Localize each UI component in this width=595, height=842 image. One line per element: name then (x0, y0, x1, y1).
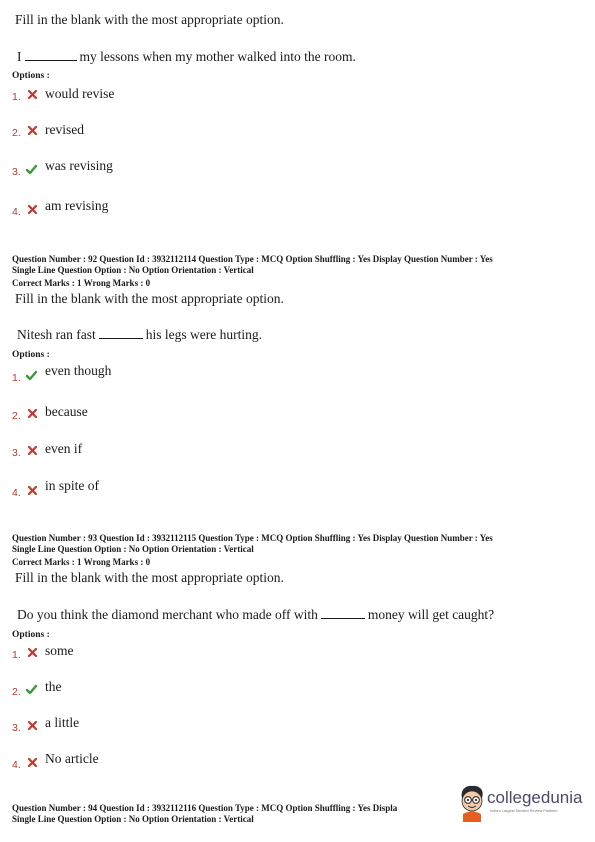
option-text: was revising (45, 158, 113, 173)
q93-marks: Correct Marks : 1 Wrong Marks : 0 (12, 557, 151, 567)
option-number: 1. (12, 649, 21, 661)
q93-sentence (17, 606, 494, 623)
option-text: am revising (45, 198, 109, 213)
q93-meta-line1: Question Number : 93 Question Id : 3932112115 Question Type : MCQ Option Shuffling : Yes Display Question Number : Yes (12, 533, 493, 543)
q92-marks: Correct Marks : 1 Wrong Marks : 0 (12, 278, 151, 288)
q91-blank (25, 48, 77, 61)
q92-sentence (17, 326, 262, 343)
option-text: even though (45, 363, 112, 378)
option-text: because (45, 404, 88, 419)
q93-options-label: Options : (12, 630, 50, 640)
q91-options-label: Options : (12, 71, 50, 81)
checkmark-icon (25, 369, 38, 382)
q93-meta-line2: Single Line Question Option : No Option Orientation : Vertical (12, 543, 254, 554)
q94-meta (12, 803, 397, 824)
option-number: 1. (12, 372, 21, 384)
checkmark-icon (25, 683, 38, 696)
option-number: 3. (12, 447, 21, 459)
cross-icon (26, 124, 39, 137)
cross-icon (26, 407, 39, 420)
cross-icon (26, 444, 39, 457)
q93-sentence-after: money will get caught? (367, 607, 495, 622)
checkmark-icon (25, 163, 38, 176)
cross-icon (26, 646, 39, 659)
q93-sentence-before: Do you think the diamond merchant who made off with (17, 607, 318, 622)
option-text: No article (45, 751, 99, 766)
cross-icon (26, 203, 39, 216)
option-text: revised (45, 122, 84, 137)
option-number: 2. (12, 127, 21, 139)
q93-blank (321, 606, 365, 619)
option-text: some (45, 643, 74, 658)
mascot-icon (457, 784, 487, 822)
q91-sentence-before: I (17, 49, 22, 64)
option-text: a little (45, 715, 80, 730)
option-text: the (45, 679, 62, 694)
option-number: 2. (12, 686, 21, 698)
q91-sentence-after: my lessons when my mother walked into the room. (79, 49, 356, 64)
q93-meta (12, 533, 493, 568)
option-text: even if (45, 441, 83, 456)
option-number: 4. (12, 759, 21, 771)
q92-sentence-after: his legs were hurting. (145, 327, 262, 342)
cross-icon (26, 484, 39, 497)
option-number: 4. (12, 487, 21, 499)
logo-name: collegedunia (487, 788, 583, 807)
cross-icon (26, 88, 39, 101)
q91-sentence (17, 48, 356, 65)
q92-options-label: Options : (12, 350, 50, 360)
cross-icon (26, 719, 39, 732)
option-number: 1. (12, 91, 21, 103)
option-text: in spite of (45, 478, 99, 493)
q91-prompt: Fill in the blank with the most appropriate option. (15, 12, 284, 27)
option-number: 3. (12, 722, 21, 734)
q92-prompt: Fill in the blank with the most appropriate option. (15, 291, 284, 306)
q92-blank (99, 326, 143, 339)
logo-tagline: India's Largest Student Review Platform (490, 809, 558, 813)
option-number: 3. (12, 166, 21, 178)
option-number: 4. (12, 206, 21, 218)
q92-meta (12, 254, 493, 289)
cross-icon (26, 756, 39, 769)
option-text: would revise (45, 86, 115, 101)
option-number: 2. (12, 410, 21, 422)
q93-prompt: Fill in the blank with the most appropriate option. (15, 570, 284, 585)
q92-meta-line1: Question Number : 92 Question Id : 3932112114 Question Type : MCQ Option Shuffling : Yes Display Question Number : Yes (12, 254, 493, 264)
q92-sentence-before: Nitesh ran fast (17, 327, 96, 342)
collegedunia-logo (455, 782, 595, 832)
q92-meta-line2: Single Line Question Option : No Option Orientation : Vertical (12, 264, 254, 275)
q94-meta-line2: Single Line Question Option : No Option Orientation : Vertical (12, 813, 254, 824)
q94-meta-line1: Question Number : 94 Question Id : 3932112116 Question Type : MCQ Option Shuffling : Yes Displa (12, 803, 398, 813)
